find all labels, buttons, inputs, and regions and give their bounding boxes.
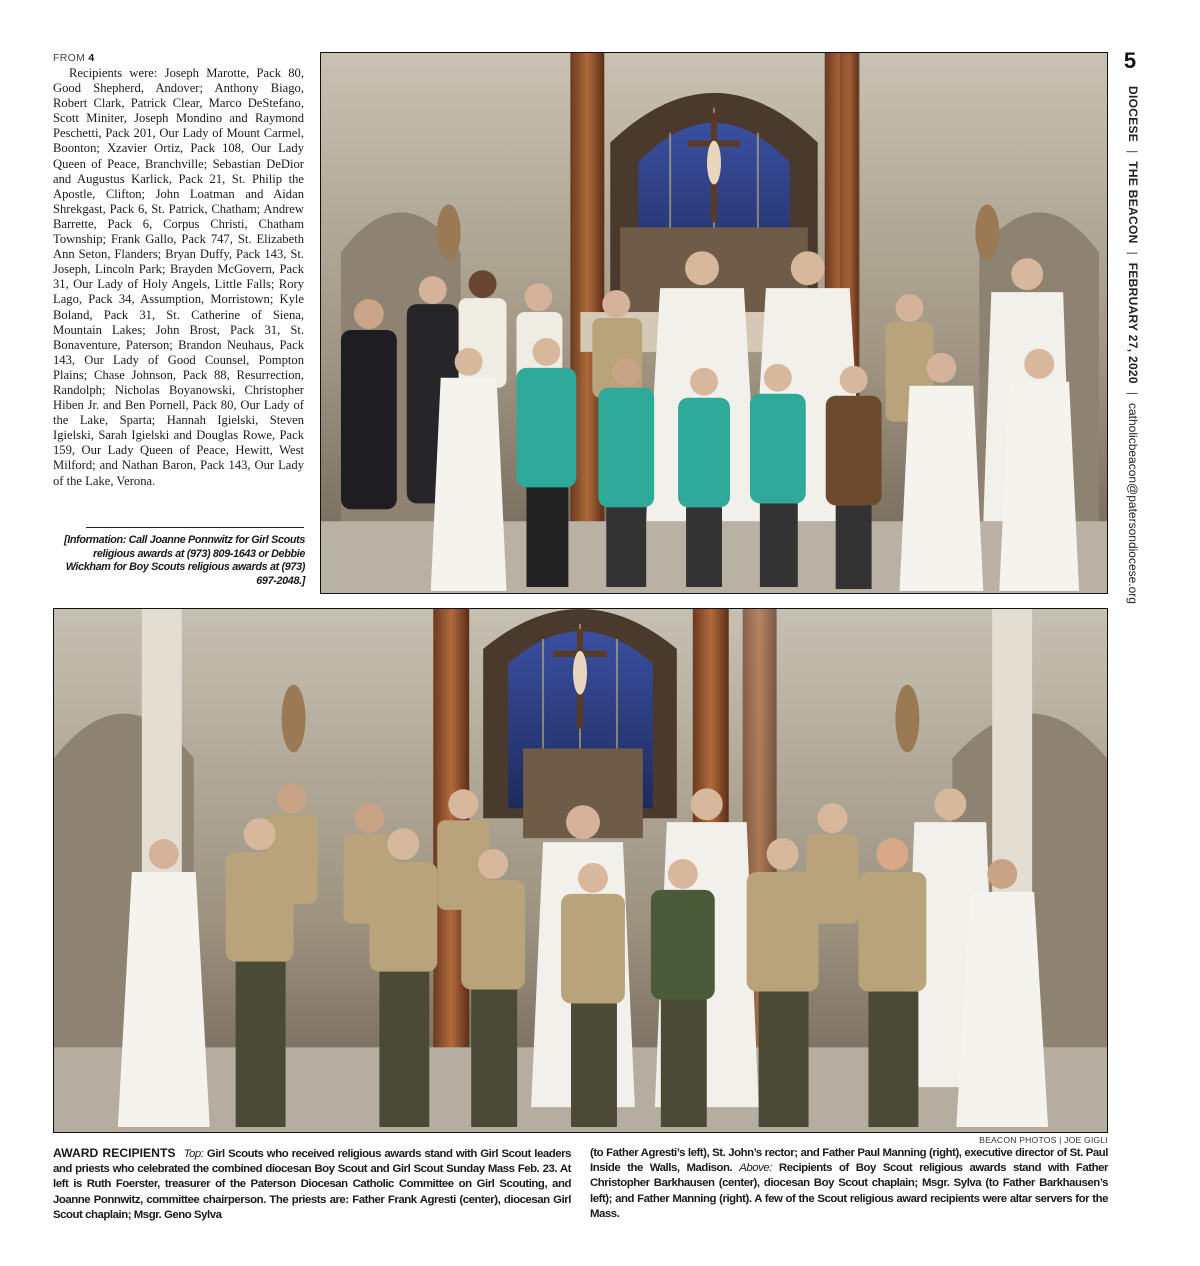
caption-column-2 xyxy=(590,1146,1108,1222)
folio-separator: | xyxy=(1126,391,1140,395)
caption-column-1 xyxy=(53,1146,571,1223)
folio-date: FEBRUARY 27, 2020 xyxy=(1126,262,1140,384)
photo-boy-scouts xyxy=(53,608,1108,1133)
info-divider xyxy=(86,527,304,528)
info-note: [Information: Call Joanne Ponnwitz for Girl Scouts religious awards at (973) 809-1643 or Debbie Wickham for Boy Scouts religious awards at (973) 697-2048.] xyxy=(63,534,305,587)
continued-page: 4 xyxy=(88,52,95,64)
folio-website: catholicbeacon@patersondiocese.org xyxy=(1126,403,1140,604)
continued-label: FROM xyxy=(53,52,86,64)
caption-part-3: Recipients of Boy Scout religious awards stand with Father Christopher Barkhausen (center), diocesan Boy Scout chaplain; Msgr. Sylva (to Father Barkhausen’s left); and Father Manning (right). A few of the Scout religious award recipients were altar servers for the Mass. xyxy=(590,1162,1109,1220)
continued-from xyxy=(53,52,94,64)
photo-credit: BEACON PHOTOS | JOE GIGLI xyxy=(979,1135,1108,1145)
page-number: 5 xyxy=(1123,48,1137,73)
caption-above-label: Above: xyxy=(739,1162,772,1175)
folio-section: DIOCESE xyxy=(1126,86,1140,143)
caption-headline: AWARD RECIPIENTS xyxy=(53,1146,176,1160)
caption-part-2: (to Father Agresti’s left), St. John’s rector; and Father Paul Manning (right), executive director of St. Paul Inside the Walls, Madison. xyxy=(590,1147,1108,1175)
folio-line xyxy=(1126,86,1140,604)
folio-separator: | xyxy=(1126,150,1140,154)
caption-top-label: Top: xyxy=(183,1148,204,1160)
photo-girl-scouts xyxy=(320,52,1108,594)
folio-separator: | xyxy=(1126,251,1140,255)
article-body: Recipients were: Joseph Marotte, Pack 80, Good Shepherd, Andover; Anthony Biago, Robert Clark, Patrick Clear, Marco DeStefano, Scott Miniter, Joseph Mondino and Raymond Peschetti, Pack 201, Our Lady of Mount Carmel, Boonton; Xzavier Ortiz, Pack 108, Our Lady Queen of Peace, Branchville; Sebastian DeDior and Augustus Karlick, Pack 21, St. Philip the Apostle, Clifton; John Loatman and Aidan Shrekgast, Pack 6, St. Patrick, Chatham; Andrew Barrette, Pack 6, Corpus Christi, Chatham Township; Frank Gallo, Pack 747, St. Elizabeth Ann Seton, Flanders; Bryan Duffy, Pack 143, St. Joseph, Lincoln Park; Brayden McGovern, Pack 31, Our Lady of Holy Angels, Little Falls; Rory Lago, Pack 34, Assumption, Morristown; Kyle Boland, Pack 31, St. Catherine of Siena, Mountain Lakes; John Brost, Pack 31, St. Bonaventure, Paterson; Brandon Neuhaus, Pack 143, Our Lady of Good Counsel, Pompton Plains; Chase Johnson, Pack 88, Resurrection, Randolph; Nicholas Boyanowski, Christopher Hiben Jr. and Ben Pornell, Pack 80, Our Lady of the Lake, Sparta; Hannah Igielski, Steven Igielski, Sarah Igielski and Douglas Rowe, Pack 159, Our Lady Queen of Peace, Hewitt, West Milford; and Nathan Baron, Pack 143, Our Lady of the Lake, Verona. xyxy=(53,66,304,488)
folio-publication: THE BEACON xyxy=(1126,161,1140,244)
caption-part-1: Girl Scouts who received religious awards stand with Girl Scout leaders and priests who celebrated the combined diocesan Boy Scout and Girl Scout Sunday Mass Feb. 23. At left is Ruth Foerster, treasurer of the Paterson Diocesan Catholic Committee on Girl Scouting, and Joanne Ponnwitz, committee chairperson. The priests are: Father Frank Agresti (center), diocesan Girl Scout chaplain; Msgr. Geno Sylva xyxy=(53,1148,571,1221)
